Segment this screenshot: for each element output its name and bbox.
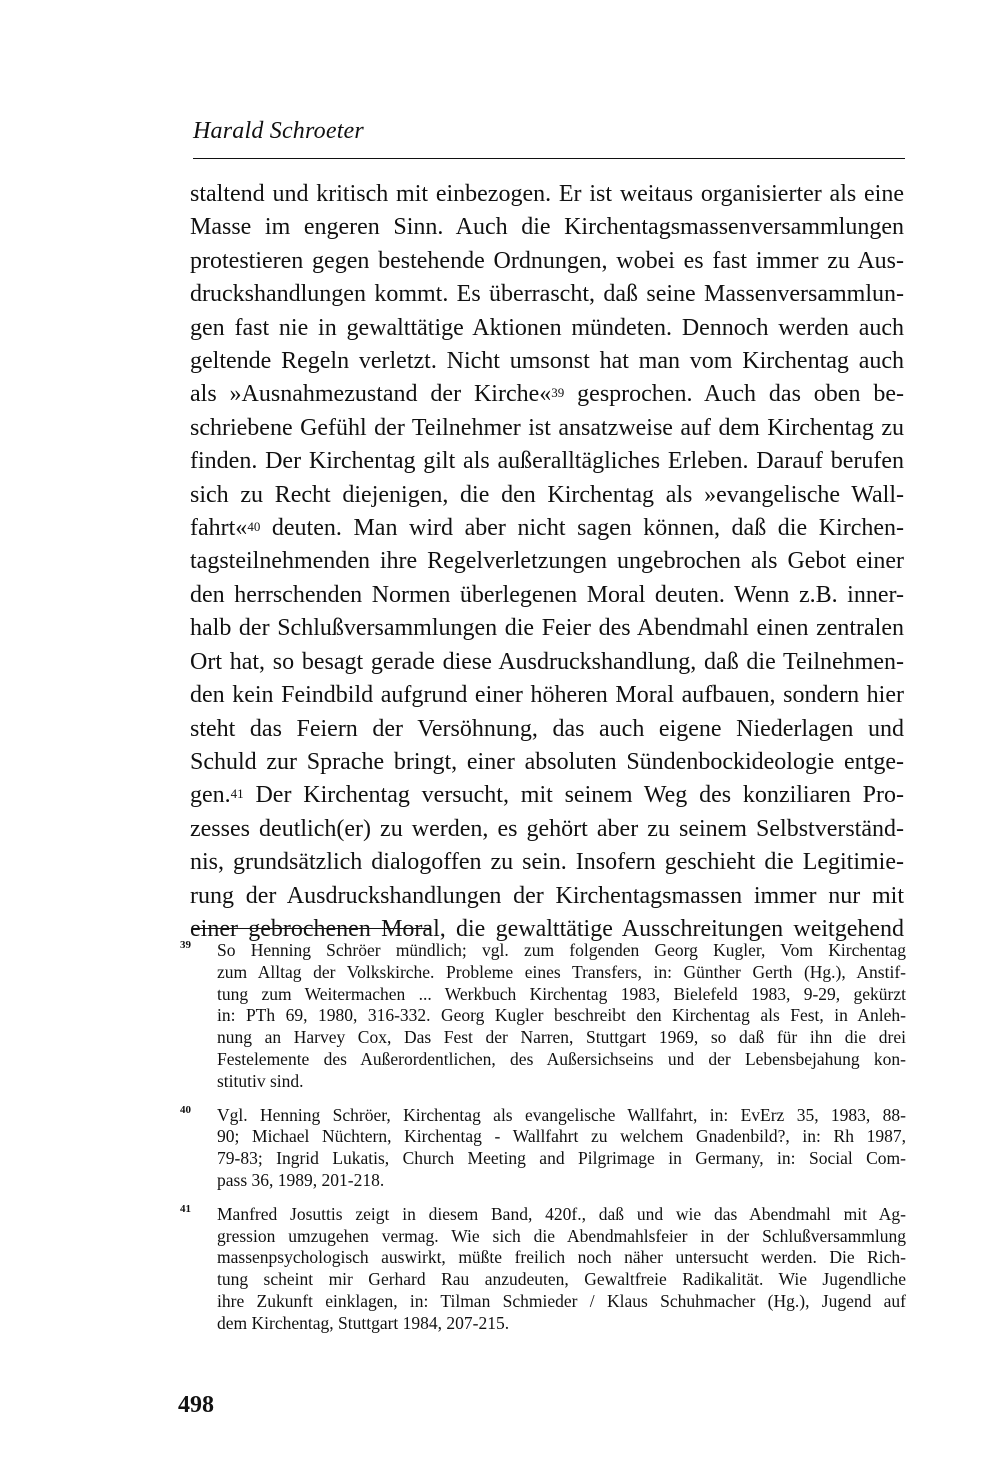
body-line-text: Der Kirchentag versucht, mit seinem Weg des konziliaren Pro- [243, 782, 904, 809]
footnote-line: massenpsychologisch auswirkt, müßte freilich noch näher untersucht werden. Die Rich- [217, 1247, 906, 1268]
main-paragraph [190, 178, 904, 946]
footnote-line: stitutiv sind. [217, 1070, 304, 1091]
body-line-text: deuten. Man wird aber nicht sagen können, daß die Kirchen- [260, 515, 904, 542]
footnote-line: zum Alltag der Volkskirche. Probleme eines Transfers, in: Günther Gerth (Hg.), Anstif- [217, 961, 906, 982]
body-line [190, 779, 904, 812]
page-number: 498 [178, 1392, 214, 1418]
body-line-text: fahrt« [190, 515, 248, 542]
footnote-line: Manfred Josuttis zeigt in diesem Band, 420f., daß und wie das Abendmahl mit Ag- [217, 1203, 906, 1224]
body-line: Masse im engeren Sinn. Auch die Kirchentagsmassenversammlungen [190, 214, 904, 241]
footnote-ref-39[interactable]: 39 [551, 385, 565, 401]
body-line: Ort hat, so besagt gerade diese Ausdruckshandlung, daß die Teilnehmen- [190, 648, 904, 675]
footnote-number: 41 [180, 1202, 191, 1215]
footnotes [180, 940, 906, 1347]
footnote-line: dem Kirchentag, Stuttgart 1984, 207-215. [217, 1312, 510, 1333]
body-line: druckshandlungen kommt. Es überrascht, daß seine Massenversammlun- [190, 281, 904, 308]
body-line: zesses deutlich(er) zu werden, es gehört aber zu seinem Selbstverständ- [190, 815, 904, 842]
footnote-line: So Henning Schröer mündlich; vgl. zum folgenden Georg Kugler, Vom Kirchentag [217, 940, 906, 960]
footnote-39 [180, 940, 906, 1093]
footnote-number: 40 [180, 1103, 191, 1116]
body-line: tagsteilnehmenden ihre Regelverletzungen ungebrochen als Gebot einer [190, 548, 904, 575]
footnote-line: 79-83; Ingrid Lukatis, Church Meeting and Pilgrimage in Germany, in: Social Com- [217, 1148, 906, 1169]
footnote-line: pass 36, 1989, 201-218. [217, 1169, 385, 1190]
footnote-line: tung zum Weitermachen ... Werkbuch Kirchentag 1983, Bielefeld 1983, 9-29, gekürzt [217, 983, 906, 1004]
body-line: geltende Regeln verletzt. Nicht umsonst hat man vom Kirchentag auch [190, 348, 904, 375]
footnote-rule [193, 928, 431, 929]
header-rule [193, 158, 905, 159]
body-line: staltend und kritisch mit einbezogen. Er ist weitaus organisierter als eine [190, 181, 904, 207]
footnote-line: in: PTh 69, 1980, 316-332. Georg Kugler beschreibt den Kirchentag als Fest, in Anleh- [217, 1005, 906, 1026]
body-line-text: gen. [190, 782, 231, 809]
running-head: Harald Schroeter [193, 118, 364, 144]
footnote-line: gression umzugehen vermag. Wie sich die Abendmahlsfeier in der Schlußversammlung [217, 1225, 906, 1246]
body-line-text: als »Ausnahmezustand der Kirche« [190, 381, 552, 408]
footnote-line: ihre Zukunft einklagen, in: Tilman Schmieder / Klaus Schuhmacher (Hg.), Jugend auf [217, 1290, 906, 1311]
body-line: nis, grundsätzlich dialogoffen zu sein. Insofern geschieht die Legitimie- [190, 849, 904, 876]
footnote-number: 39 [180, 939, 191, 951]
body-line: den kein Feindbild aufgrund einer höheren Moral aufbauen, sondern hier [190, 682, 904, 709]
footnote-ref-40[interactable]: 40 [247, 519, 261, 535]
footnote-line: Vgl. Henning Schröer, Kirchentag als evangelische Wallfahrt, in: EvErz 35, 1983, 88- [217, 1104, 906, 1125]
body-line: schriebene Gefühl der Teilnehmer ist ansatzweise auf dem Kirchentag zu [190, 414, 904, 441]
footnote-line: 90; Michael Nüchtern, Kirchentag - Wallfahrt zu welchem Gnadenbild?, in: Rh 1987, [217, 1126, 906, 1147]
body-line: halb der Schlußversammlungen die Feier des Abendmahl einen zentralen [190, 615, 904, 642]
footnote-line: Festelemente des Außerordentlichen, des Außersichseins und der Lebensbejahung kon- [217, 1048, 906, 1069]
footnote-line: tung scheint mir Gerhard Rau anzudeuten, Gewaltfreie Radikalität. Wie Jugendliche [217, 1269, 906, 1290]
body-line: den herrschenden Normen überlegenen Moral deuten. Wenn z.B. inner- [190, 581, 904, 608]
footnote-line: nung an Harvey Cox, Das Fest der Narren, Stuttgart 1969, so daß für ihn die drei [217, 1027, 906, 1048]
body-line-text: gesprochen. Auch das oben be- [564, 381, 904, 408]
body-line: sich zu Recht diejenigen, die den Kirchentag als »evangelische Wall- [190, 481, 904, 508]
body-line: finden. Der Kirchentag gilt als außeralltägliches Erleben. Darauf berufen [190, 448, 904, 475]
body-line: gen fast nie in gewalttätige Aktionen mündeten. Dennoch werden auch [190, 314, 904, 341]
body-line [190, 378, 904, 411]
footnote-41 [180, 1204, 906, 1335]
body-line: einer gebrochenen Moral, die gewalttätige Ausschreitungen weitgehend [190, 915, 904, 942]
body-line: Schuld zur Sprache bringt, einer absoluten Sündenbockideologie entge- [190, 748, 904, 775]
body-line: rung der Ausdruckshandlungen der Kirchentagsmassen immer nur mit [190, 882, 904, 909]
body-line: protestieren gegen bestehende Ordnungen, wobei es fast immer zu Aus- [190, 247, 904, 274]
body-line: steht das Feiern der Versöhnung, das auch eigene Niederlagen und [190, 715, 904, 742]
footnote-ref-41[interactable]: 41 [230, 786, 244, 802]
body-line [190, 512, 904, 545]
footnote-40 [180, 1105, 906, 1192]
